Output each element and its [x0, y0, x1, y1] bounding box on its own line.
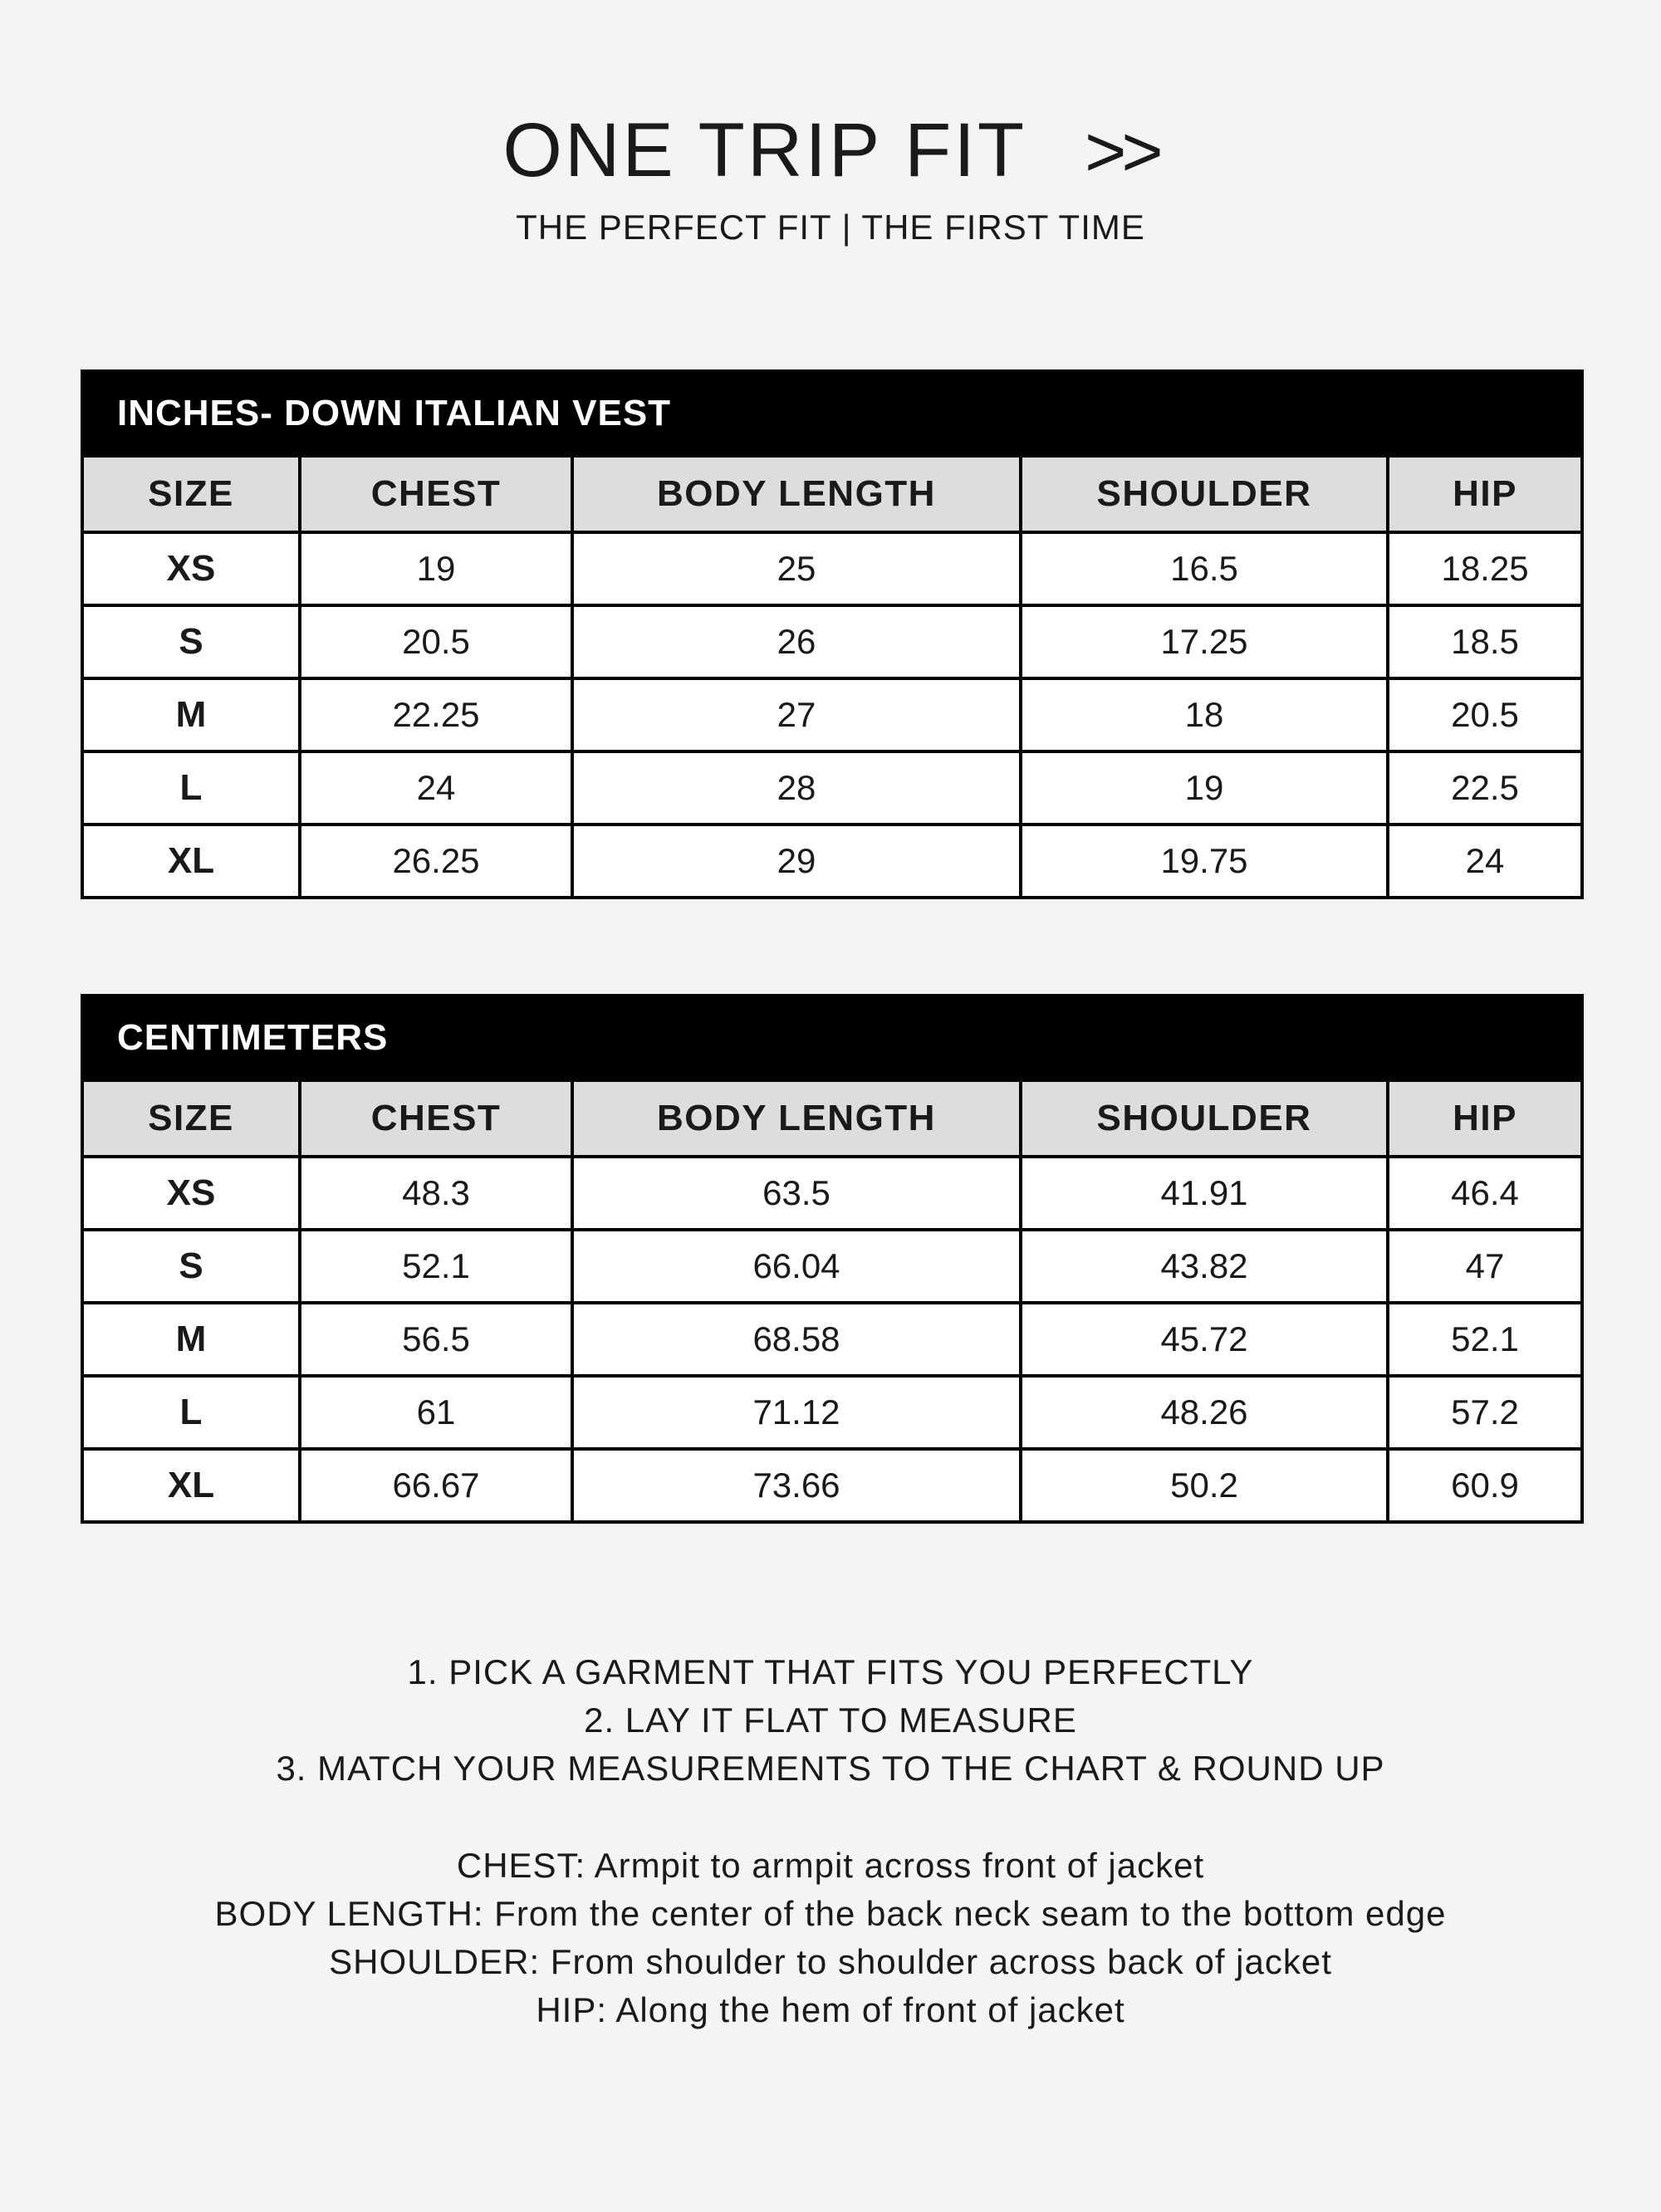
column-header-chest: CHEST [300, 456, 572, 532]
hip-cell: 20.5 [1388, 678, 1582, 751]
inches-size-table [81, 369, 1584, 899]
instruction-step: 3. MATCH YOUR MEASUREMENTS TO THE CHART & ROUND UP [276, 1749, 1385, 1788]
chest-cell: 61 [300, 1376, 572, 1449]
size-cell: S [82, 1230, 300, 1303]
column-header-body-length: BODY LENGTH [572, 456, 1021, 532]
shoulder-cell: 19 [1021, 751, 1388, 825]
size-cell: M [82, 678, 300, 751]
body-length-cell: 68.58 [572, 1303, 1021, 1376]
body-length-cell: 66.04 [572, 1230, 1021, 1303]
hip-cell: 47 [1388, 1230, 1582, 1303]
column-header-hip: HIP [1388, 456, 1582, 532]
shoulder-cell: 48.26 [1021, 1376, 1388, 1449]
column-header-shoulder: SHOULDER [1021, 456, 1388, 532]
table-title: CENTIMETERS [82, 996, 1582, 1080]
tagline: THE PERFECT FIT | THE FIRST TIME [516, 208, 1145, 247]
column-header-size: SIZE [82, 1080, 300, 1157]
chest-cell: 20.5 [300, 605, 572, 678]
table-row [82, 825, 1582, 898]
table-row [82, 678, 1582, 751]
shoulder-cell: 41.91 [1021, 1157, 1388, 1230]
shoulder-cell: 50.2 [1021, 1449, 1388, 1522]
chest-cell: 56.5 [300, 1303, 572, 1376]
table-row [82, 1157, 1582, 1230]
column-header-shoulder: SHOULDER [1021, 1080, 1388, 1157]
body-length-cell: 25 [572, 532, 1021, 605]
instruction-step: 2. LAY IT FLAT TO MEASURE [584, 1701, 1077, 1740]
size-cell: XS [82, 532, 300, 605]
hip-cell: 18.25 [1388, 532, 1582, 605]
chest-cell: 48.3 [300, 1157, 572, 1230]
definition-body-length: BODY LENGTH: From the center of the back neck seam to the bottom edge [214, 1894, 1447, 1933]
chest-cell: 66.67 [300, 1449, 572, 1522]
column-header-hip: HIP [1388, 1080, 1582, 1157]
shoulder-cell: 16.5 [1021, 532, 1388, 605]
body-length-cell: 63.5 [572, 1157, 1021, 1230]
shoulder-cell: 17.25 [1021, 605, 1388, 678]
size-cell: XL [82, 825, 300, 898]
table-row [82, 1303, 1582, 1376]
body-length-cell: 26 [572, 605, 1021, 678]
chest-cell: 19 [300, 532, 572, 605]
size-cell: S [82, 605, 300, 678]
definition-shoulder: SHOULDER: From shoulder to shoulder across back of jacket [329, 1942, 1332, 1981]
size-cell: M [82, 1303, 300, 1376]
size-cell: XL [82, 1449, 300, 1522]
hip-cell: 18.5 [1388, 605, 1582, 678]
hip-cell: 52.1 [1388, 1303, 1582, 1376]
hip-cell: 57.2 [1388, 1376, 1582, 1449]
brand-title [0, 105, 1661, 196]
table-row [82, 1376, 1582, 1449]
instruction-step: 1. PICK A GARMENT THAT FITS YOU PERFECTLY [407, 1652, 1254, 1691]
column-header-size: SIZE [82, 456, 300, 532]
shoulder-cell: 43.82 [1021, 1230, 1388, 1303]
chest-cell: 26.25 [300, 825, 572, 898]
measuring-instructions [0, 1648, 1661, 1793]
hip-cell: 46.4 [1388, 1157, 1582, 1230]
table-row [82, 751, 1582, 825]
body-length-cell: 29 [572, 825, 1021, 898]
table-row [82, 1230, 1582, 1303]
centimeters-size-table [81, 994, 1584, 1524]
double-chevron-icon: >> [1085, 112, 1159, 192]
body-length-cell: 27 [572, 678, 1021, 751]
chest-cell: 24 [300, 751, 572, 825]
shoulder-cell: 18 [1021, 678, 1388, 751]
body-length-cell: 73.66 [572, 1449, 1021, 1522]
hip-cell: 60.9 [1388, 1449, 1582, 1522]
shoulder-cell: 19.75 [1021, 825, 1388, 898]
shoulder-cell: 45.72 [1021, 1303, 1388, 1376]
brand-name: ONE TRIP FIT [502, 108, 1027, 193]
table-title: INCHES- DOWN ITALIAN VEST [82, 371, 1582, 456]
size-cell: XS [82, 1157, 300, 1230]
body-length-cell: 28 [572, 751, 1021, 825]
hip-cell: 22.5 [1388, 751, 1582, 825]
definition-chest: CHEST: Armpit to armpit across front of jacket [456, 1846, 1205, 1885]
column-header-body-length: BODY LENGTH [572, 1080, 1021, 1157]
table-row [82, 605, 1582, 678]
column-header-chest: CHEST [300, 1080, 572, 1157]
measurement-definitions [0, 1842, 1661, 2034]
hip-cell: 24 [1388, 825, 1582, 898]
table-row [82, 1449, 1582, 1522]
table-row [82, 532, 1582, 605]
size-cell: L [82, 751, 300, 825]
body-length-cell: 71.12 [572, 1376, 1021, 1449]
size-cell: L [82, 1376, 300, 1449]
definition-hip: HIP: Along the hem of front of jacket [536, 1990, 1125, 2029]
chest-cell: 52.1 [300, 1230, 572, 1303]
chest-cell: 22.25 [300, 678, 572, 751]
